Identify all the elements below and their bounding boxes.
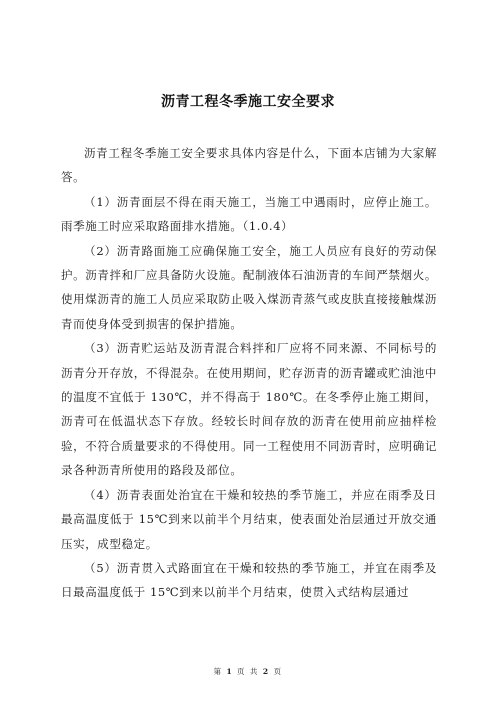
document-body [61,141,437,605]
footer-middle: 页 共 [237,667,259,676]
paragraph-item-1: （1）沥青面层不得在雨天施工，当施工中遇雨时，应停止施工。雨季施工时应采取路面排水措施。（1.0.4） [61,194,437,234]
paragraph-item-3: （3）沥青贮运站及沥青混合料拌和厂应将不同来源、不同标号的沥青分开存放，不得混杂。在使用期间，贮存沥青的沥青罐或贮油池中的温度不宜低于 130℃，并不得高于 180℃。在冬季停止施工期间，沥青可在低温状态下存放。经较长时间存放的沥青在使用前应抽样检验，不符合质量要求的不得使用。同一工程使用不同沥青时，应明确记录各种沥青所使用的路段及部位。 [61,341,437,478]
paragraph-item-4: （4）沥青表面处治宜在干燥和较热的季节施工，并应在雨季及日最高温度低于 15℃到来以前半个月结束，使表面处治层通过开放交通压实，成型稳定。 [61,487,437,551]
paragraph-intro: 沥青工程冬季施工安全要求具体内容是什么，下面本店铺为大家解答。 [61,146,437,185]
footer-total-pages: 2 [262,667,270,676]
footer-suffix: 页 [273,667,283,676]
paragraph-item-2: （2）沥青路面施工应确保施工安全，施工人员应有良好的劳动保护。沥青拌和厂应具备防火设施。配制液体石油沥青的车间严禁烟火。使用煤沥青的施工人员应采取防止吸入煤沥青蒸气或皮肤直接接触煤沥青而使身体受到损害的保护措施。 [61,243,437,331]
footer-current-page: 1 [226,667,234,676]
document-title: 沥青工程冬季施工安全要求 [161,94,335,110]
paragraph-item-5: （5）沥青贯入式路面宜在干燥和较热的季节施工，并宜在雨季及日最高温度低于 15℃到来以前半个月结束，使贯入式结构层通过 [61,560,437,600]
footer-prefix: 第 [213,667,223,676]
page-footer [0,666,496,677]
